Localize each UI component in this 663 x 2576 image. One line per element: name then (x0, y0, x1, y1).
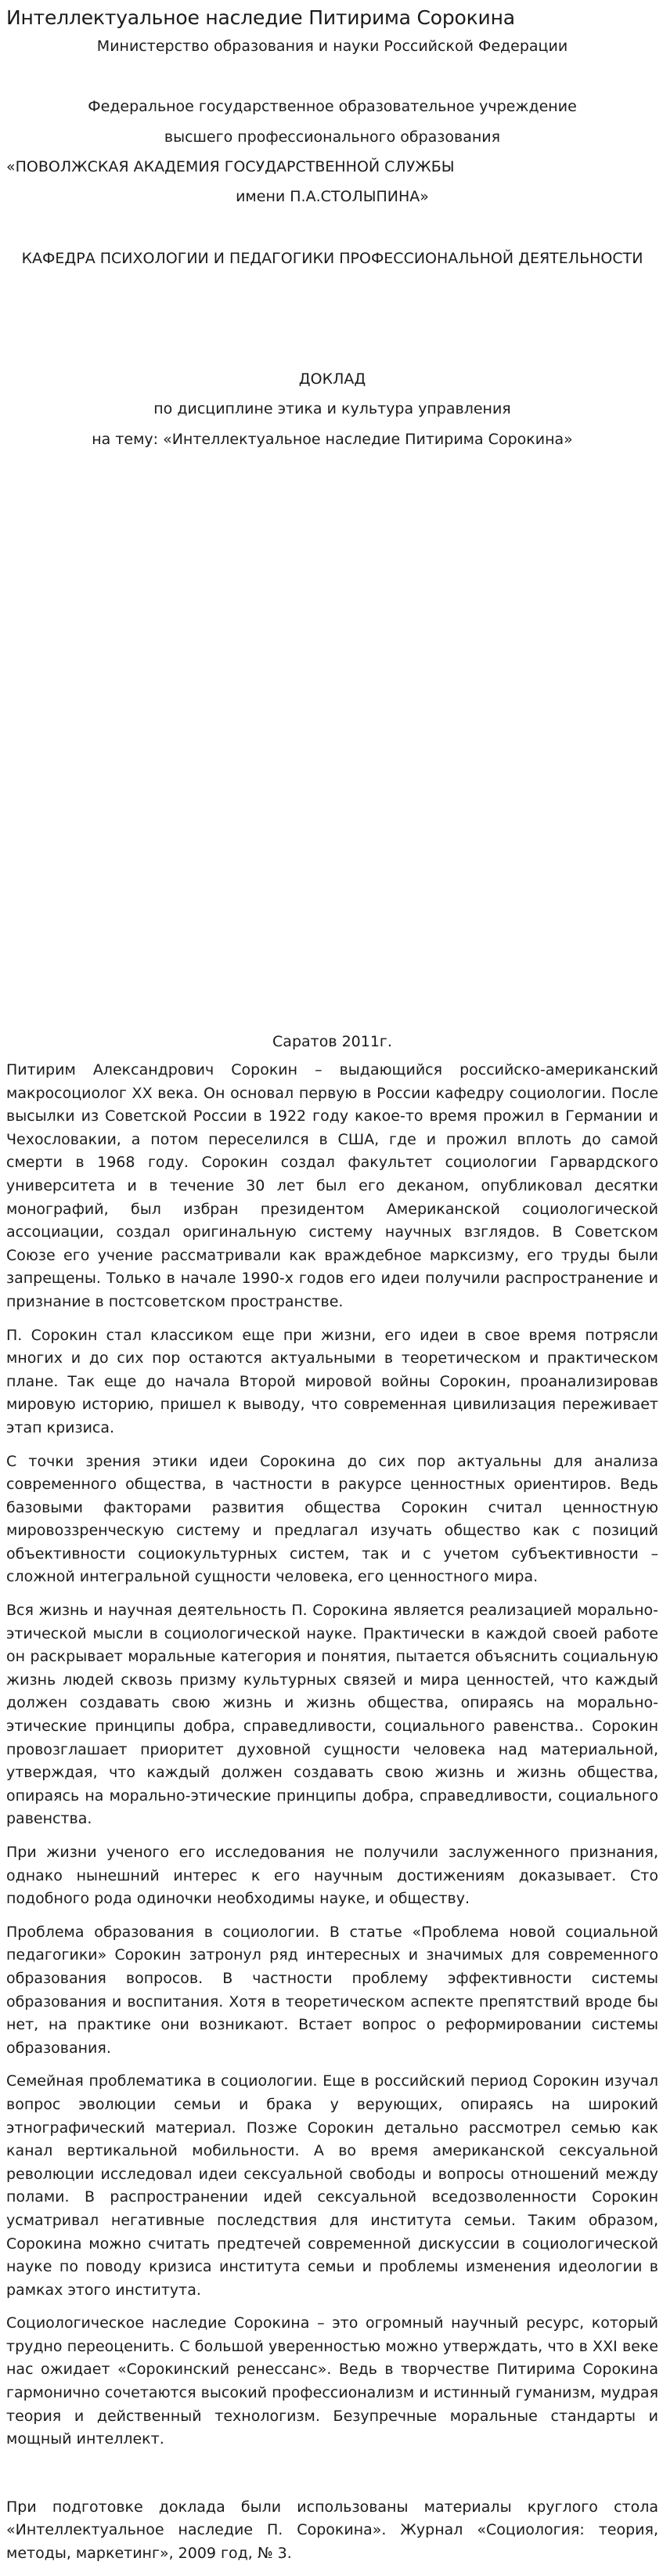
report-body (6, 1059, 658, 2576)
paragraph-4: Вся жизнь и научная деятельность П. Сорокина является реализацией морально-этической мысли в социологической науке. Практически в каждой своей работе он раскрывает моральные категория и понятия, пытается объяснить социальную жизнь людей сквозь призму культурных связей и мира ценностей, что каждый должен создавать свою жизнь и жизнь общества, опираясь на морально-этические принципы добра, справедливости, социального равенства.. Сорокин провозглашает приоритет духовной сущности человека над материальной, утверждая, что каждый должен создавать свою жизнь и жизнь общества, опираясь на морально-этические принципы добра, справедливости, социального равенства. (6, 1602, 658, 1828)
paragraph-7: Семейная проблематика в социологии. Еще в российский период Сорокин изучал вопрос эволюции семьи и брака у верующих, опираясь на широкий этнографический материал. Позже Сорокин детально рассмотрел семью как канал вертикальной мобильности. А во время американской сексуальной революции исследовал идеи сексуальной свободы и вопросы отношений между полами. В распространении идей сексуальной вседозволенности Сорокин усматривал негативные последствия для института семьи. Таким образом, Сорокина можно считать предтечей современной дискуссии в социологической науке по поводу кризиса института семьи и проблемы изменения идеологии в рамках этого института. (6, 2072, 658, 2299)
ministry-line: Министерство образования и науки Российской Федерации (96, 38, 568, 55)
institution-line-1: Федеральное государственное образовательное учреждение (88, 98, 577, 115)
topic-line: на тему: «Интеллектуальное наследие Питирима Сорокина» (92, 431, 573, 448)
department-line: КАФЕДРА ПСИХОЛОГИИ И ПЕДАГОГИКИ ПРОФЕССИОНАЛЬНОЙ ДЕЯТЕЛЬНОСТИ (21, 250, 643, 267)
academy-name-line: имени П.А.СТОЛЫПИНА» (236, 188, 429, 205)
spacer (6, 2462, 658, 2496)
city-year-line: Саратов 2011г. (272, 1033, 392, 1050)
document-title: Интеллектуальное наследие Питирима Сорокина (6, 6, 515, 29)
paragraph-2: П. Сорокин стал классиком еще при жизни, его идеи в свое время потрясли многих и до сих пор остаются актуальными в теоретическом и практическом плане. Так еще до начала Второй мировой войны Сорокин, проанализировав мировую историю, пришел к выводу, что современная цивилизация переживает этап кризиса. (6, 1326, 658, 1436)
paragraph-1: Питирим Александрович Сорокин – выдающийся российско-американский макросоциолог XX века. Он основал первую в России кафедру социологии. После высылки из Советской России в 1922 году какое-то время прожил в Германии и Чехословакии, а потом переселился в США, где и прожил вплоть до самой смерти в 1968 году. Сорокин создал факультет социологии Гарвардского университета и в течение 30 лет был его деканом, опубликовал десятки монографий, был избран президентом Американской социологической ассоциации, создал оригинальную систему научных взглядов. В Советском Союзе его учение рассматривали как враждебное марксизму, его труды были запрещены. Только в начале 1990-х годов его идеи получили распространение и признание в постсоветском пространстве. (6, 1061, 658, 1310)
discipline-line: по дисциплине этика и культура управления (153, 400, 511, 417)
paragraph-8: Социологическое наследие Сорокина – это огромный научный ресурс, который трудно переоценить. С большой уверенностью можно утверждать, что в XXI веке нас ожидает «Сорокинский ренессанс». Ведь в творчестве Питирима Сорокина гармонично сочетаются высокий профессионализм и истинный гуманизм, мудрая теория и действенный технологизм. Безупречные моральные стандарты и мощный интеллект. (6, 2314, 658, 2448)
paragraph-3: С точки зрения этики идеи Сорокина до сих пор актуальны для анализа современного общества, в частности в ракурсе ценностных ориентиров. Ведь базовыми факторами развития общества Сорокин считал ценностную мировоззренческую систему и предлагал изучать общество как с позиций объективности социокультурных систем, так и с учетом субъективности – сложной интегральной сущности человека, его ценностного мира. (6, 1452, 658, 1586)
doc-type-heading: ДОКЛАД (298, 370, 366, 388)
source-note: При подготовке доклада были использованы материалы круглого стола «Интеллектуальное наследие П. Сорокина». Журнал «Социология: теория, методы, маркетинг», 2009 год, № 3. (6, 2498, 658, 2563)
paragraph-5: При жизни ученого его исследования не получили заслуженного признания, однако нынешний интерес к его научным достижениям доказывает. Сто подобного рода одиночки необходимы науке, и обществу. (6, 1844, 658, 1908)
institution-line-2: высшего профессионального образования (164, 128, 501, 146)
academy-line: «ПОВОЛЖСКАЯ АКАДЕМИЯ ГОСУДАРСТВЕННОЙ СЛУЖБЫ (6, 158, 455, 175)
paragraph-6: Проблема образования в социологии. В статье «Проблема новой социальной педагогики» Сорокин затронул ряд интересных и значимых для современного образования вопросов. В частности проблему эффективности системы образования и воспитания. Хотя в теоретическом аспекте препятствий вроде бы нет, на практике они возникают. Встает вопрос о реформировании системы образования. (6, 1923, 658, 2057)
